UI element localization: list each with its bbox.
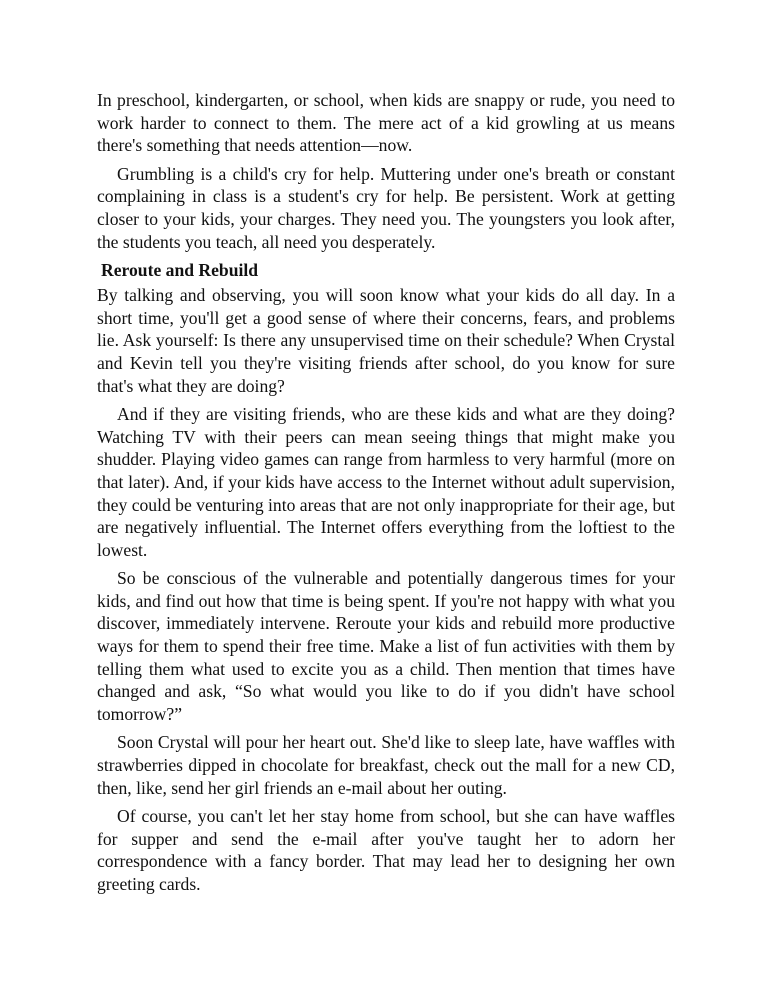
paragraph-of-course: Of course, you can't let her stay home from school, but she can have waffles for supper and send the e-mail after you've taught her to adorn her correspondence with a fancy border. That may lead her to designing her own greeting cards. — [97, 806, 675, 894]
document-page — [97, 89, 675, 902]
section-heading: Reroute and Rebuild — [101, 260, 259, 281]
paragraph-crystal-wishes: Soon Crystal will pour her heart out. She'd like to sleep late, have waffles with strawberries dipped in chocolate for breakfast, check out the mall for a new CD, then, like, send her girl friends an e-mail about her outing. — [97, 732, 675, 798]
paragraph-visiting-friends: And if they are visiting friends, who are these kids and what are they doing? Watching TV with their peers can mean seeing things that might make you shudder. Playing video games can range from harmless to very harmful (more on that later). And, if your kids have access to the Internet without adult supervision, they could be venturing into areas that are not only inappropriate for their age, but are negatively influential. The Internet offers everything from the loftiest to the lowest. — [97, 404, 675, 560]
paragraph-talking-observing: By talking and observing, you will soon know what your kids do all day. In a short time, you'll get a good sense of where their concerns, fears, and problems lie. Ask yourself: Is there any unsupervised time on their schedule? When Crystal and Kevin tell you they're visiting friends after school, do you know for sure that's what they are doing? — [97, 285, 675, 396]
paragraph-grumbling: Grumbling is a child's cry for help. Muttering under one's breath or constant complaining in class is a student's cry for help. Be persistent. Work at getting closer to your kids, your charges. They need you. The youngsters you look after, the students you teach, all need you desperately. — [97, 163, 675, 252]
paragraph-preschool: In preschool, kindergarten, or school, when kids are snappy or rude, you need to work harder to connect to them. The mere act of a kid growling at us means there's something that needs attention—now. — [97, 90, 675, 156]
paragraph-vulnerable-times: So be conscious of the vulnerable and potentially dangerous times for your kids, and find out how that time is being spent. If you're not happy with what you discover, immediately intervene. Reroute your kids and rebuild more productive ways for them to spend their free time. Make a list of fun activities with them by telling them what used to excite you as a child. Then mention that times have changed and ask, “So what would you like to do if you didn't have school tomorrow?” — [97, 568, 675, 724]
